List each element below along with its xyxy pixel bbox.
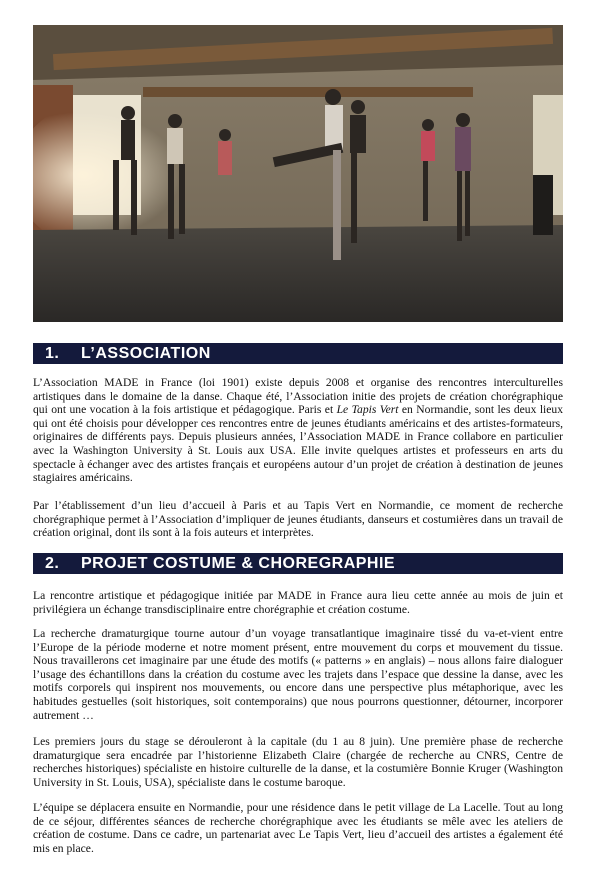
paragraph-text: en Normandie, sont les deux lieux qui ont été choisis pour développer ces rencontres entre de jeunes étudiants américains et des artistes-formateurs, originaires de différents pays. Depuis plusieurs années, l’Association MADE in France collabore en particulier avec la Washington University à St. Louis aux USA. Elle invite quelques artistes et professeurs en arts du spectacle à échanger avec des artistes français et européens autour d’un projet de création à destination de jeunes stagiaires américains. <box>33 403 563 485</box>
paragraph-text: L’Association MADE in France (loi 1901) existe depuis 2008 et organise des rencontres interculturelles artistiques dans le domaine de la danse. Chaque été, l’Association initie des projets de création chorégraphique qui ont une vocation à la fois artistique et pédagogique. Paris et <box>33 376 563 417</box>
section-header-projet <box>33 553 563 574</box>
section-title: PROJET COSTUME & CHOREGRAPHIE <box>81 555 396 572</box>
dance-rehearsal-photo <box>33 25 563 322</box>
section-header-association <box>33 343 563 364</box>
section-number: 2. <box>45 555 60 572</box>
paragraph-emphasis: Le Tapis Vert <box>336 403 399 417</box>
association-paragraph-2: Par l’établissement d’un lieu d’accueil à Paris et au Tapis Vert en Normandie, ce moment de recherche chorégraphique permet à l’Association d’impliquer de jeunes étudiants, danseurs et costumières dans un travail de création original, dont ils sont à la fois auteurs et interprètes. <box>33 499 563 540</box>
projet-paragraph-2: La recherche dramaturgique tourne autour d’un voyage transatlantique imaginaire tissé du va-et-vient entre l’Europe de la période moderne et notre moment présent, entre mouvement du corps et mouvement du tissue. Nous travaillerons cet imaginaire par une étude des motifs (« patterns » en anglais) – nous allons faire dialoguer l’usage des échantillons dans la création du costume avec les trajets dans l’espace que dessine la danse, avec les motifs corporels qui inspirent nos mouvements, ou encore dans une perspective plus métaphorique, avec les habitudes gestuelles (soit historiques, soit contemporains) que nous pourrons questionner, détourner, incorporer autrement … <box>33 627 563 722</box>
section-title: L’ASSOCIATION <box>81 345 211 362</box>
projet-paragraph-3: Les premiers jours du stage se dérouleront à la capitale (du 1 au 8 juin). Une première phase de recherche dramaturgique sera encadrée par l’historienne Elizabeth Claire (chargée de recherche au CNRS, Centre de recherches historiques) spécialiste en histoire culturelle de la danse, et la costumière Bonnie Kruger (Washington University in St. Louis, USA), spécialiste dans le costume baroque. <box>33 735 563 789</box>
section-number: 1. <box>45 345 60 362</box>
photo-illustration <box>33 25 563 322</box>
association-paragraph-1 <box>33 376 563 485</box>
projet-paragraph-4: L’équipe se déplacera ensuite en Normandie, pour une résidence dans le petit village de La Lacelle. Tout au long de ce séjour, différentes séances de recherche chorégraphique avec les étudiants se mêle avec les ateliers de création de costume. Dans ce cadre, un partenariat avec Le Tapis Vert, lieu d’accueil des artistes a également été mis en place. <box>33 801 563 855</box>
projet-paragraph-1: La rencontre artistique et pédagogique initiée par MADE in France aura lieu cette année au mois de juin et privilégiera un échange transdisciplinaire entre chorégraphie et création costume. <box>33 589 563 616</box>
